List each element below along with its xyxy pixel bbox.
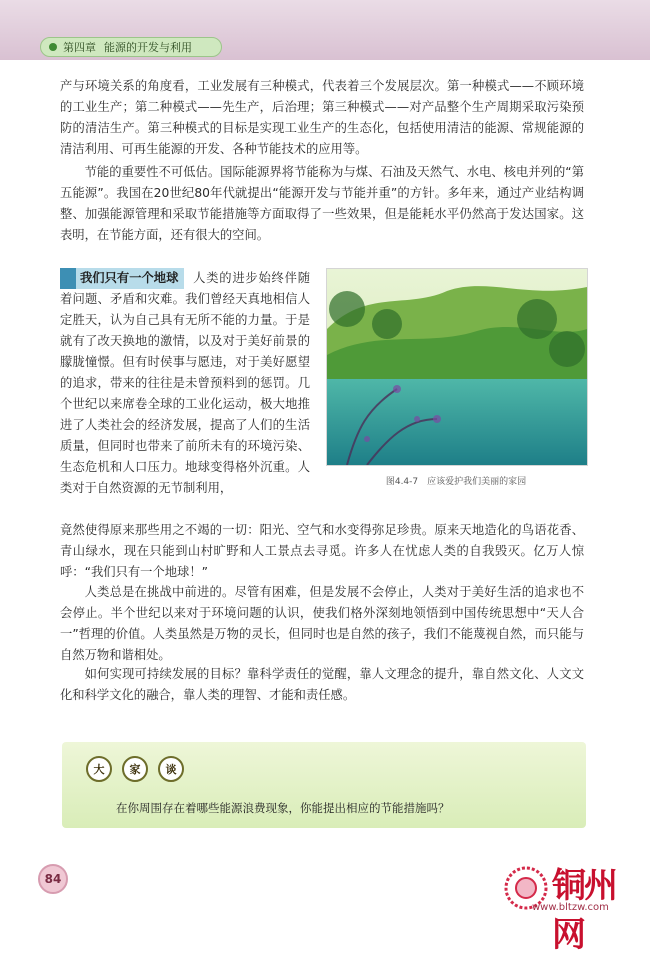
discussion-question: 在你周围存在着哪些能源浪费现象，你能提出相应的节能措施吗？	[116, 801, 450, 815]
chapter-tab	[40, 37, 222, 57]
discussion-tab-tan: 谈	[158, 756, 184, 782]
landscape-image	[327, 269, 587, 465]
watermark-url: www.bltzw.com	[532, 902, 609, 913]
page-number: 84	[38, 864, 68, 894]
section-label: 我们只有一个地球	[60, 268, 184, 289]
discussion-tab-da: 大	[86, 756, 112, 782]
site-watermark	[502, 858, 642, 955]
paragraph-3-text: 人类的进步始终伴随着问题、矛盾和灾难。我们曾经天真地相信人定胜天，认为自己具有无所不能的力量。于是就有了改天换地的激情，以及对于美好前景的朦胧憧憬。但有时侯事与愿违，对于美好愿望的追求，带来的往往是未曾预料到的惩罚。几个世纪以来席卷全球的工业化运动，极大地推进了人类社会的经济发展，提高了人们的生活质量，但同时也带来了前所未有的环境污染、生态危机和人口压力。地球变得格外沉重。人类对于自然资源的无节制利用，	[60, 271, 310, 495]
landscape-photo	[326, 268, 588, 466]
bullet-icon	[49, 43, 57, 51]
paragraph-3-wrapped	[60, 268, 310, 499]
discussion-tab-jia: 家	[122, 756, 148, 782]
chapter-number: 第四章	[63, 41, 96, 54]
paragraph-2: 节能的重要性不可低估。国际能源界将节能称为与煤、石油及天然气、水电、核电并列的“第五能源”。我国在20世纪80年代就提出“能源开发与节能并重”的方针。多年来，通过产业结构调整、加强能源管理和采取节能措施等方面取得了一些效果，但是能耗水平仍然高于发达国家。这表明，在节能方面，还有很大的空间。	[60, 165, 584, 242]
chapter-title: 能源的开发与利用	[104, 41, 192, 54]
paragraph-1: 产与环境关系的角度看，工业发展有三种模式，代表着三个发展层次。第一种模式——不顾环境的工业生产；第二种模式——先生产，后治理；第三种模式——对产品整个生产周期采取污染预防的清洁生产。第三种模式的目标是实现工业生产的生态化，包括使用清洁的能源、常规能源的清洁利用、可再生能源的开发、各种节能技术的应用等。	[60, 79, 584, 156]
paragraph-3-continued: 竟然使得原来那些用之不竭的一切：阳光、空气和水变得弥足珍贵。原来天地造化的鸟语花香、青山绿水，现在只能到山村旷野和人工景点去寻觅。许多人在忧虑人类的自我毁灭。亿万人惊呼：“我们只有一个地球！”	[60, 523, 584, 579]
figure-caption: 图4.4-7 应该爱护我们美丽的家园	[385, 477, 527, 487]
discussion-tabs	[86, 756, 184, 782]
paragraph-4: 人类总是在挑战中前进的。尽管有困难，但是发展不会停止，人类对于美好生活的追求也不会停止。半个世纪以来对于环境问题的认识，使我们格外深刻地领悟到中国传统思想中“天人合一”哲理的价值。人类虽然是万物的灵长，但同时也是自然的孩子，我们不能蔑视自然，而只能与自然万物和谐相处。	[60, 585, 584, 662]
watermark-text: 铜州网	[552, 866, 616, 955]
discussion-box	[62, 742, 586, 828]
paragraph-5: 如何实现可持续发展的目标？靠科学责任的觉醒，靠人文理念的提升，靠自然文化、人文文化和科学文化的融合，靠人类的理智、才能和责任感。	[60, 667, 584, 702]
